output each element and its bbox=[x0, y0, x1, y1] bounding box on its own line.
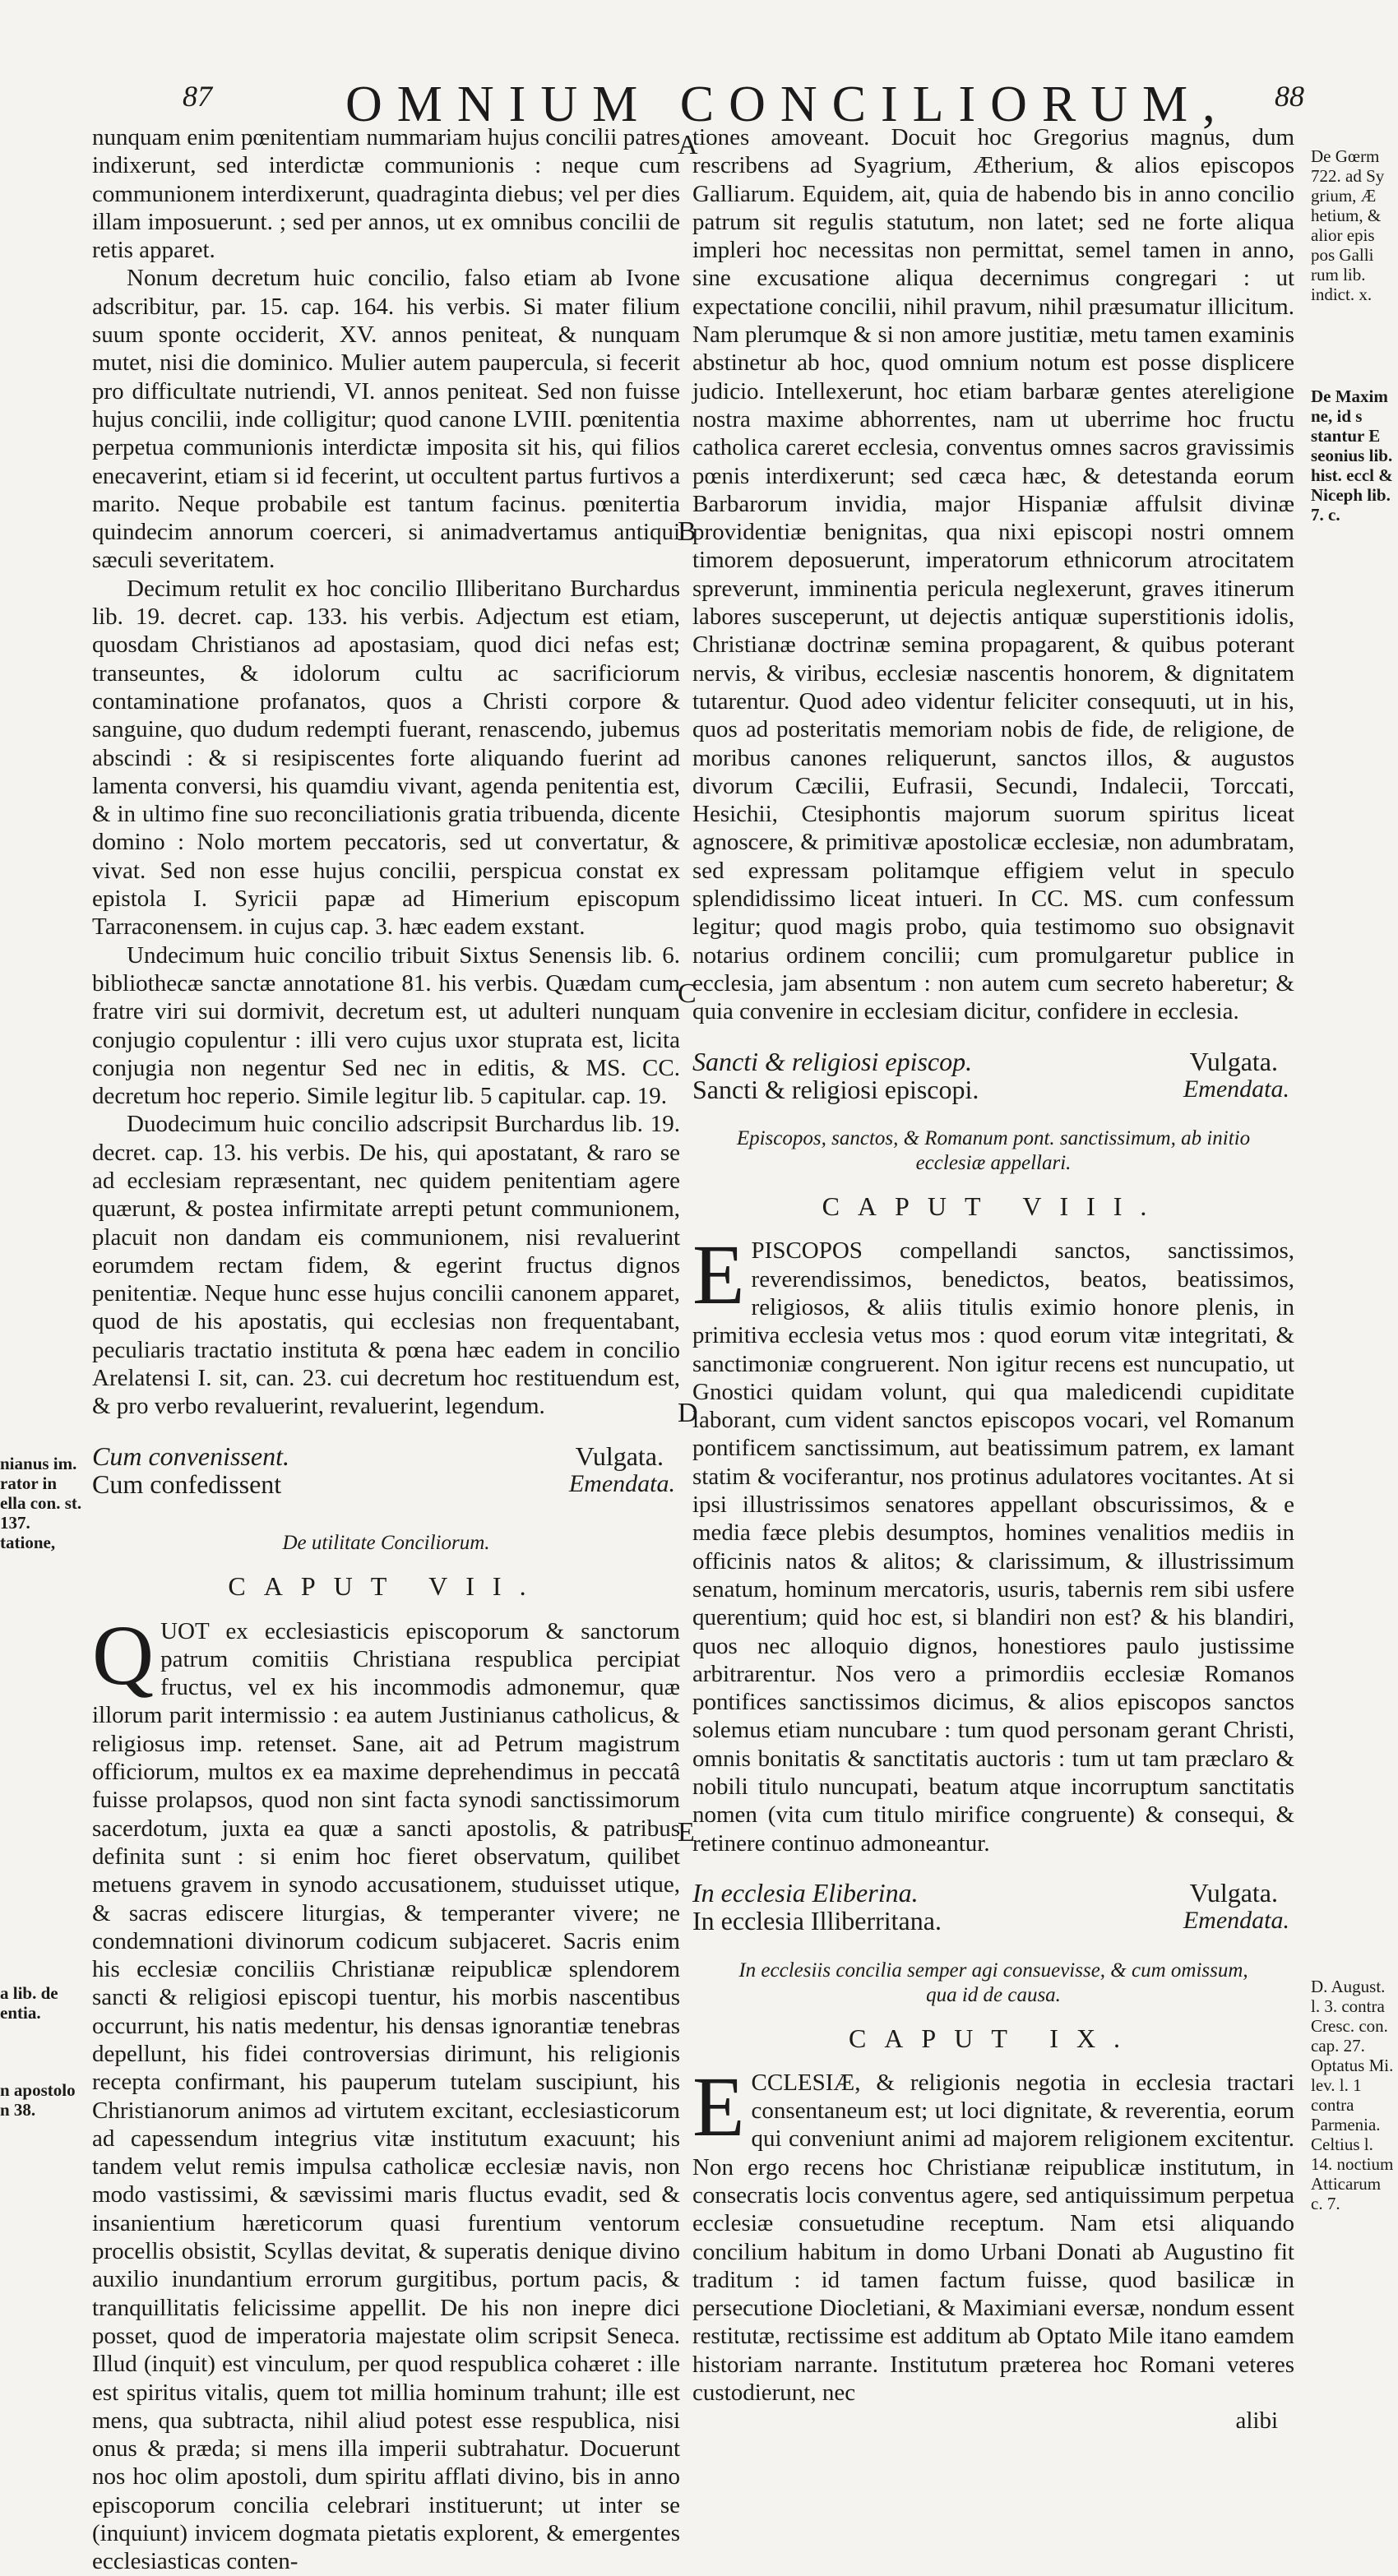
section-letter-b: B bbox=[678, 516, 697, 547]
paragraph bbox=[692, 2059, 1294, 2407]
chapter-heading: CAPUT VII. bbox=[228, 1571, 544, 1602]
chapter-rubric: Episcopos, sanctos, & Romanum pont. sanctissimum, ab initio ecclesiæ appellari. bbox=[736, 1127, 1251, 1175]
emendata-tag: Emendata. bbox=[1183, 1907, 1289, 1935]
paragraph: nunquam enim pœnitentiam nummariam hujus concilii patres indixerunt, sed interdictæ communionis : neque cum communionem interdixerunt, quadraginta diebus; vel per dies illam imposuerunt. ; sed per annos, ut ex omnibus concilii de retis apparet. bbox=[92, 124, 680, 264]
running-title: OMNIUM CONCILIORUM, bbox=[345, 76, 1230, 132]
paragraph: Duodecimum huic concilio adscripsit Burchardus lib. 19. decret. cap. 13. his verbis. De his, qui apostatant, & raro se ad ecclesiam repræsentant, nec quidem penitentiam agere quærunt, & postea infirmitate arrepti petunt communionem, placuit non dandam eis communionem, nisi revaluerint eorumdem rectam fidem, & egerint fructus dignos penitentiæ. Neque hunc esse hujus concilii canonem apparet, quod de his apostatis, qui ecclesias non frequentabant, peculiaris tractatio instituta & pœna hæc eadem in concilio Arelatensi I. sit, can. 23. cui decretum hoc restituendum est, & pro verbo revaluerint, revaluerint, legendum. bbox=[92, 1111, 680, 1420]
emendata-text: In ecclesia Illiberritana. bbox=[692, 1906, 942, 1936]
margin-note-right-1: De Gœrm 722. ad Sy grium, Æ hetium, & alior epis pos Galli rum lib. indict. x. bbox=[1311, 146, 1385, 304]
paragraph: Decimum retulit ex hoc concilio Illiberitano Burchardus lib. 19. decret. cap. 133. his verbis. Adjectum est etiam, quosdam Christianos ad apostasiam, quod dici nefas est; transeuntes, & idolorum cultu ac sacrificiorum contaminatione profanatos, quos a Christi corpore & sanguine, quo dudum redempti fuerant, renascendo, jubemus abscindi : & si resipiscentes forte aliquando fuerint ad lamenta conversi, his quamdiu vivant, agenda penitentia est, & in ultimo fine suo reconciliationis gratia tribuenda, dicente domino : Nolo mortem peccatoris, sed ut convertatur, & vivat. Sed non esse hujus concilii, perspicua constat ex epistola I. Syricii papæ ad Himerium episcopum Tarraconensem. in cujus cap. 3. hæc eadem exstant. bbox=[92, 575, 680, 941]
variant-reading bbox=[92, 1442, 680, 1499]
vulgata-tag: Vulgata. bbox=[575, 1441, 664, 1471]
variant-reading bbox=[692, 1048, 1294, 1104]
paragraph: Undecimum huic concilio tribuit Sixtus Senensis lib. 6. bibliothecæ sanctæ annotatione 81. his verbis. Quædam cum fratre viri sui dormivit, decretum est, ut adulteri nunquam conjugio copulentur : illi vero cujus uxor stuprata est, licita conjugia non negentur Sed nec in editis, & MS. CC. decretum hoc reperio. Simile legitur lib. 5 capitular. cap. 19. bbox=[92, 941, 680, 1110]
drop-cap: Q bbox=[92, 1607, 155, 1703]
chapter-heading: CAPUT IX. bbox=[848, 2023, 1139, 2053]
margin-note-right-2: De Maxim ne, id s stantur E seonius lib. hist. eccl & Niceph lib. 7. c. bbox=[1311, 386, 1393, 525]
margin-note-right-3: D. August. l. 3. contra Cresc. con. cap. 27. Optatus Mi. lev. l. 1 contra Parmenia. Celtius l. 14. noctium Atticarum c. 7. bbox=[1311, 1977, 1394, 2213]
section-letter-c: C bbox=[678, 978, 697, 1009]
section-letter-a: A bbox=[678, 130, 698, 160]
emendata-text: Cum confedissent bbox=[92, 1468, 282, 1499]
vulgata-tag: Vulgata. bbox=[1189, 1877, 1278, 1908]
paragraph: Nonum decretum huic concilio, falso etiam ab Ivone adscribitur, par. 15. cap. 164. his verbis. Si mater filium suum sponte occiderit, XV. annos peniteat, & nunquam mutet, nisi die dominico. Mulier autem pauperculа, si fecerit pro difficultate nutriendi, VI. annos peniteat. Sed non fuisse hujus concilii, inde colligitur; quod canone LVIII. pœnitentia perpetua communionis interdictæ imposita sit his, qui filios enecaverint, etiam si id fecerint, ut occultent partus furtivos a marito. Neque probabile est tantum facinus. pœnitertia quindecim annorum coerceri, si animadvertamus antiqui sæculi severitatem. bbox=[92, 265, 680, 574]
section-letter-d: D bbox=[678, 1398, 698, 1428]
paragraph-text: PISCOPOS compellandi sanctos, sanctissimos, reverendissimos, benedictos, beatos, beatissimos, religiosos, & aliis titulis eximio honore plenis, in primitiva ecclesia vetus mos : quod eorum vitæ integritati, & sanctimoniæ congruerent. Non igitur recens est nuncupatio, ut Gnostici quidam volunt, qui qua maledicendi cupiditate laborant, cum vident sanctos episcopos vocari, vel Romanum pontificem sanctissimum, aut beatissimum patrem, ex lamant statim & vociferantur, nos protinus adulatores vocitantes. At si ipsi illustrissimos senatores appellant obscurissimos, & e media fæce plebis desumptos, homines venalitios mediis in officinis natos & alitos; & clarissimum, & illustrissimum senatum, hominum mercatoris, usuris, tabernis rem sibi usfere querentium; quid hoc est, si blandiri non est? & his blandiri, quos nec alloquio dignos, honestiores paulo justissime arbitrarentur. Nos vero a primordiis ecclesiæ Romanos pontifices sanctissimos dicimus, & alios episcopos sanctos solemus etiam nuncubare : tum quod personam gerant Christi, omnis bonitatis & sanctitatis auctoris : tum ut tam præclaro & nobili titulo nuncupati, beatum atque incorruptum sanctitatis nomen (vita cum titulo mirifice congruente) & consequi, & retinere continuo admoneantur. bbox=[692, 1237, 1294, 1857]
emendata-tag: Emendata. bbox=[1183, 1075, 1289, 1103]
drop-cap: E bbox=[692, 2059, 745, 2154]
chapter-heading: CAPUT VIII. bbox=[822, 1191, 1165, 1222]
paragraph bbox=[92, 1607, 680, 2576]
chapter-rubric: De utilitate Conciliorum. bbox=[282, 1532, 490, 1555]
right-column bbox=[692, 123, 1294, 2435]
emendata-tag: Emendata. bbox=[568, 1469, 675, 1497]
section-letter-e: E bbox=[678, 1817, 695, 1848]
vulgata-tag: Vulgata. bbox=[1189, 1046, 1278, 1076]
vulgata-text: In ecclesia Eliberina. bbox=[692, 1877, 919, 1908]
paragraph-text: CCLESIÆ, & religionis negotia in ecclesia tractari consentaneum est; ut loci dignitate, & reverentia, eorum qui conveniunt animi ad majorem religionem excitentur. Non ergo recens hoc Christianæ reipublicæ institutum, in consecratis locis conventus agere, sed antiquissimum perpetua ecclesiæ consuetudine receptum. Nam etsi aliquando concilium habitum in domo Urbani Donati ab Augustino fit traditum : id tamen factum fuisse, quod basilicæ in persecutione Diocletiani, & Maximiani eversæ, nondum essent restitutæ, rectissime est additum ab Optato Mile itano eamdem historiam narrante. Institutum præterea hoc Romani veteres custodierunt, nec bbox=[692, 2069, 1294, 2407]
catchword: alibi bbox=[1235, 2407, 1278, 2435]
drop-cap: E bbox=[692, 1228, 745, 1323]
margin-note-left-1: nianus im. rator in ella con. st. 137. tatione, bbox=[0, 1454, 82, 1552]
paragraph: tiones amoveant. Docuit hoc Gregorius magnus, dum rescribens ad Syagrium, Ætherium, & alios episcopos Galliarum. Equidem, ait, quia de habendo bis in anno concilio patrum sit regulis statutum, non latet; sed ne forte aliqua impleri hoc necessitas non permittat, semel tamen in anno, sine excusatione aliqua decernimus congregari : ut expectatione concilii, nihil pravum, nihil præsumatur illicitum. Nam plerumque & si non amore justitiæ, metu tamen examinis abstinetur ab hoc, quod omnium notum est posse displicere judicio. Intellexerunt, hoc etiam barbaræ gentes atereligione nostra maxime abhorrentes, nam ut uberrime hoc fructu catholica careret ecclesia, conventus omnes sacros gravissimis pœnis interdixerunt; sed cæca hæc, & detestanda eorum Barbarorum invidia, major Hispaniæ affulsit divinæ providentiæ benignitas, qua nixi episcopi nostri omnem timorem deposuerunt, imperatorum ethnicorum atrocitatem spreverunt, imminentia pericula neglexerunt, graves itinerum labores susceperunt, ut dejectis antiquæ superstitionis idolis, Christianæ doctrinæ semina propagarent, & quibus poterant nervis, & viribus, ecclesiæ nascentis honorem, & dignitatem tutarentur. Quod adeo videntur feliciter consequuti, ut in his, quos ad posteritatis memoriam nobis de fide, de religione, de moribus canones reliquerunt, sanctos illos, & augustos divorum Cæcilii, Eufrasii, Secundi, Indalecii, Torcсati, Hesichii, Ctesiphontis majorum suorum spiritus liceat agnoscere, & primitivæ apostolicæ ecclesiæ, non adumbratam, sed expressam politamque effigiem velut in speculo splendidissimo liceat intueri. In CC. MS. cum confessum legitur; quod magis probo, quia testimomo suo obsignavit notarius ordinem concilii; cum promulgaretur publice in ecclesia, jam absentum : non autem cum secreto haberetur; & quia convenire in ecclesiam dicitur, confidere in ecclesia. bbox=[692, 124, 1294, 1025]
emendata-text: Sancti & religiosi episcopi. bbox=[692, 1074, 979, 1104]
left-column bbox=[92, 123, 680, 2576]
margin-note-left-2: a lib. de entia. bbox=[0, 1983, 58, 2023]
chapter-rubric: In ecclesiis concilia semper agi consuevisse, & cum omissum, qua id de causa. bbox=[738, 1959, 1248, 2006]
vulgata-text: Sancti & religiosi episcop. bbox=[692, 1046, 973, 1076]
vulgata-text: Cum convenissent. bbox=[92, 1441, 289, 1471]
paragraph-text: UOT ex ecclesiasticis episcoporum & sanctorum patrum comitiis Christiana respublica percipiat fructus, vel ex his incommodis admonemur, quæ illorum parit intermissio : ea autem Justinianus catholicus, & religiosus imp. retenset. Sane, ait ad Petrum magistrum officiorum, multos ex ea maxime deprehendimus in peccatâ fuisse prolapsos, quod non sint facta synodi sanctissimorum sacerdotum, juxta ea quæ a sancti apostolis, & patribus definita sunt : si enim hoc fieret observatum, quilibet metuens gravem in synodo accusationem, studuisset utique, & sacras ediscere liturgias, & temperanter vivere; ne condemnationi divinorum codicum subjaceret. Sacris enim his ecclesiæ conciliis Christianæ reipublicæ splendorem sancti & religiosi episcopi tuentur, his morbis nascentibus occurrunt, his natis medentur, his densas ignorantiæ tenebras depellunt, his fidei controversias dirimunt, his religionis recepta confirmant, his pauperum tutelam suscipiunt, his Christianorum animos ad virtutem excitant, ecclesiasticorum ad capessendum integrius vitæ institutum exacuunt; his tandem velut remis impulsa catholicæ ecclesiæ navis, non modo vastissimi, & sævissimi maris fluctus evadit, sed & insanientium hæreticorum quasi furentium ventorum procellis obsistit, Scyllas devitat, & superatis denique divino auxilio inundantium errorum gurgitibus, portum pacis, & tranquillitatis felicissime appellit. De his non inepre dici posset, quod de imperatoria majestate olim scripsit Seneca. Illud (inquit) est vinculum, per quod respublica cohæret : ille est spiritus vitalis, quem tot millia hominum trahunt; ille est mens, qua subtracta, nihil aliud potest esse respublica, nisi onus & præda; si mens illa imperii subtrahatur. Docuerunt nos hoc olim apostoli, dum spiritu afflati divino, bis in anno episcoporum concilia celebrari instituerunt; ut inter se (inquiunt) invicem dogmata pietatis explorent, & emergentes ecclesiasticas conten- bbox=[92, 1617, 680, 2575]
paragraph bbox=[692, 1228, 1294, 1857]
page-number-right: 88 bbox=[1275, 80, 1304, 113]
variant-reading bbox=[692, 1879, 1294, 1935]
page-number-left: 87 bbox=[183, 80, 212, 113]
margin-note-left-3: n apostolo n 38. bbox=[0, 2080, 76, 2120]
